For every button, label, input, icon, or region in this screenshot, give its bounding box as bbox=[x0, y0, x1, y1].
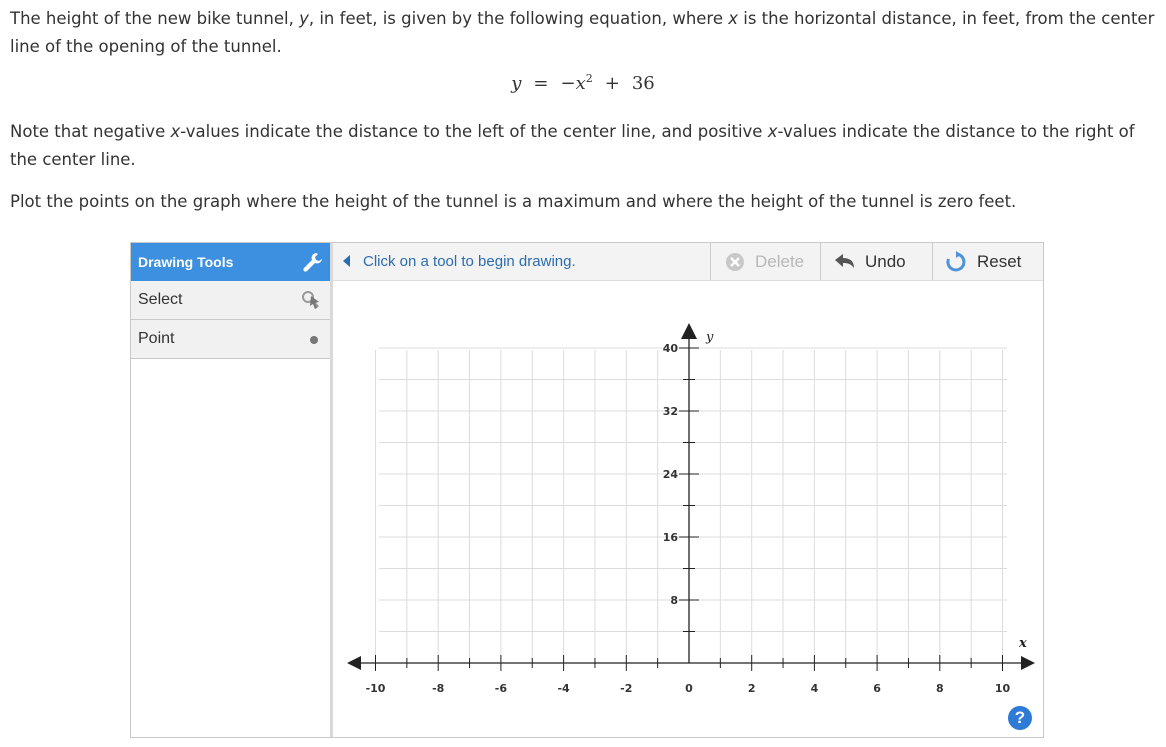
y-tick-label: 8 bbox=[670, 594, 678, 607]
note-text: Note that negative x-values indicate the distance to the left of the center line, and positive x-values indicate the distance to the right of the center line. bbox=[10, 122, 1135, 169]
x-axis-right-arrow bbox=[1021, 656, 1035, 670]
help-button[interactable] bbox=[1008, 706, 1032, 730]
drawing-tools-title: Drawing Tools bbox=[138, 254, 234, 270]
delete-label: Delete bbox=[755, 252, 805, 271]
y-tick-label: 40 bbox=[662, 342, 678, 355]
y-tick-label: 24 bbox=[662, 468, 678, 481]
x-tick-label: 6 bbox=[873, 682, 881, 695]
x-tick-label: -4 bbox=[557, 682, 570, 695]
undo-label: Undo bbox=[865, 252, 906, 271]
tunnel-equation: $y = -x^2 + 36$ bbox=[511, 72, 655, 94]
x-tick-label: 2 bbox=[747, 682, 756, 695]
graph-grid bbox=[376, 348, 1008, 661]
y-tick-label: 16 bbox=[662, 531, 678, 544]
graph-ticks bbox=[366, 342, 1011, 695]
x-tick-label: 8 bbox=[935, 682, 944, 695]
x-tick-label: -2 bbox=[620, 682, 633, 695]
y-axis-up-arrow bbox=[681, 323, 697, 339]
tool-point-label: Point bbox=[138, 330, 175, 347]
coordinate-graph[interactable] bbox=[131, 243, 1043, 737]
graph-axes bbox=[347, 323, 1035, 670]
y-tick-label: 32 bbox=[662, 405, 678, 418]
reset-label: Reset bbox=[977, 252, 1022, 271]
y-axis-label: y bbox=[706, 330, 714, 345]
drawing-widget bbox=[130, 242, 1044, 738]
tool-select-label: Select bbox=[138, 291, 183, 308]
x-tick-label: 10 bbox=[994, 682, 1011, 695]
x-tick-label: -10 bbox=[365, 682, 386, 695]
toolbar-message: Click on a tool to begin drawing. bbox=[363, 253, 576, 270]
x-axis-label: x bbox=[1019, 636, 1027, 651]
x-tick-label: -6 bbox=[494, 682, 508, 695]
x-tick-label: 4 bbox=[810, 682, 819, 695]
instruction-text: Plot the points on the graph where the height of the tunnel is a maximum and where the height of the tunnel is zero feet. bbox=[10, 192, 1017, 211]
x-tick-label: -8 bbox=[432, 682, 445, 695]
help-label: ? bbox=[1014, 708, 1026, 727]
intro-text: The height of the new bike tunnel, y, in feet, is given by the following equation, where x is the horizontal distance, in feet, from the center line of the opening of the tunnel. bbox=[10, 9, 1155, 56]
x-tick-label: 0 bbox=[685, 682, 693, 695]
x-axis-left-arrow bbox=[347, 656, 361, 670]
